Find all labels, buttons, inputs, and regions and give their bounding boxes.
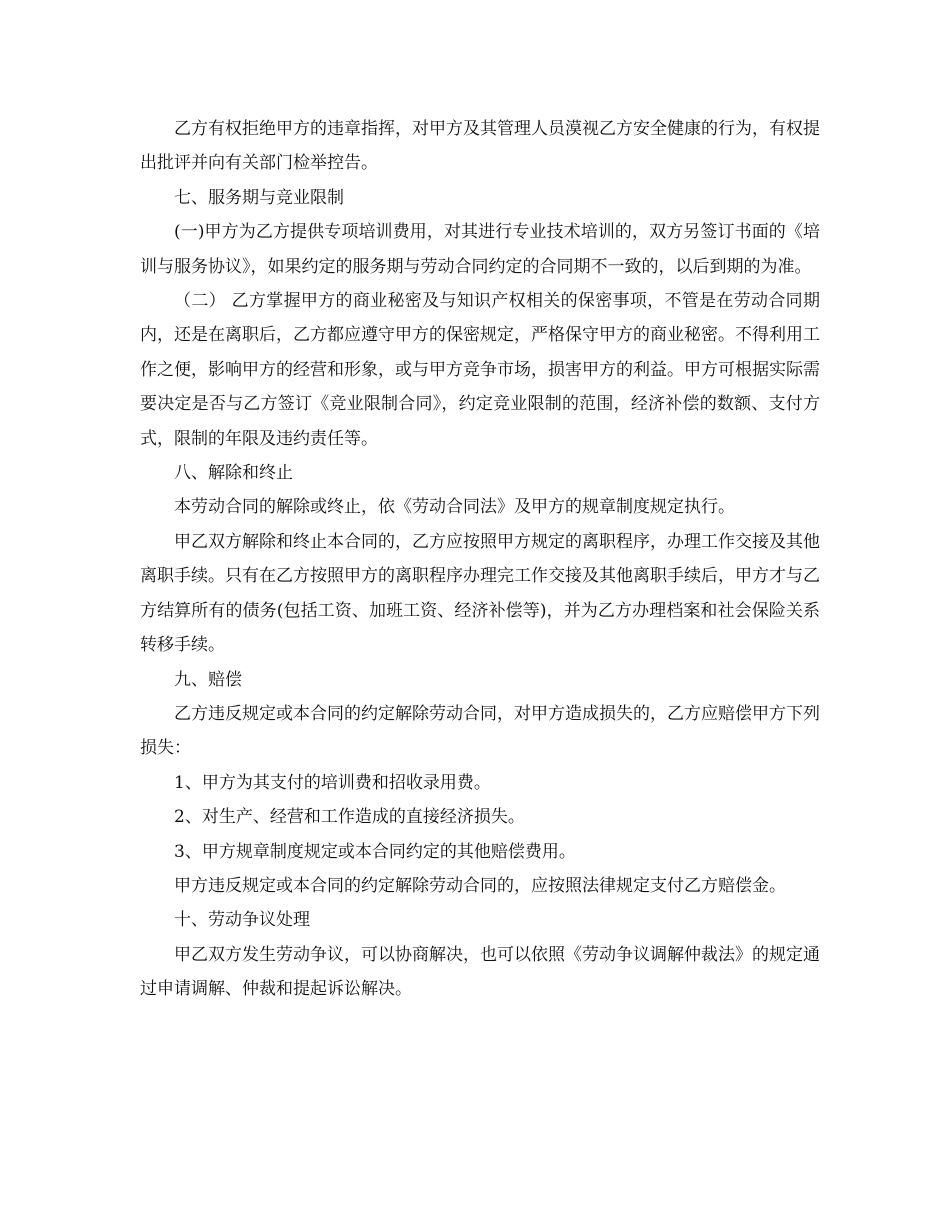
paragraph-right-to-refuse: 乙方有权拒绝甲方的违章指挥，对甲方及其管理人员漠视乙方安全健康的行为，有权提出批评并向有关部门检举控告。 (140, 119, 820, 174)
paragraph-dispute-resolution: 甲乙双方发生劳动争议，可以协商解决，也可以依照《劳动争议调解仲裁法》的规定通过申请调解、仲裁和提起诉讼解决。 (140, 944, 820, 1000)
paragraph-employer-liability: 甲方违反规定或本合同的约定解除劳动合同的，应按照法律规定支付乙方赔偿金。 (174, 875, 786, 896)
section-heading-termination: 八、解除和终止 (174, 463, 293, 484)
paragraph-termination-law: 本劳动合同的解除或终止，依《劳动合同法》及甲方的规章制度规定执行。 (174, 497, 735, 518)
paragraph-resignation-procedure: 甲乙双方解除和终止本合同的，乙方应按照甲方规定的离职程序，办理工作交接及其他离职手续。只有在乙方按照甲方的离职程序办理完工作交接及其他离职手续后，甲方才与乙方结算所有的债务(包括工资、加班工资、经济补偿等)，并为乙方办理档案和社会保险关系转移手续。 (140, 531, 820, 656)
section-heading-dispute: 十、劳动争议处理 (174, 910, 310, 931)
paragraph-employee-liability: 乙方违反规定或本合同的约定解除劳动合同，对甲方造成损失的，乙方应赔偿甲方下列损失： (140, 703, 820, 759)
document-body (140, 112, 820, 1007)
list-item-other-costs: 3、甲方规章制度规定或本合同约定的其他赔偿费用。 (174, 841, 576, 862)
section-heading-service-period: 七、服务期与竞业限制 (174, 187, 344, 208)
paragraph-training-agreement: (一)甲方为乙方提供专项培训费用，对其进行专业技术培训的，双方另签订书面的《培训与服务协议》，如果约定的服务期与劳动合同约定的合同期不一致的，以后到期的为准。 (140, 222, 820, 277)
paragraph-confidentiality: （二） 乙方掌握甲方的商业秘密及与知识产权相关的保密事项，不管是在劳动合同期内，还是在离职后，乙方都应遵守甲方的保密规定，严格保守甲方的商业秘密。不得利用工作之便，影响甲方的经营和形象，或与甲方竞争市场，损害甲方的利益。甲方可根据实际需要决定是否与乙方签订《竞业限制合同》，约定竞业限制的范围，经济补偿的数额、支付方式，限制的年限及违约责任等。 (140, 291, 820, 449)
list-item-direct-losses: 2、对生产、经营和工作造成的直接经济损失。 (174, 807, 525, 828)
list-item-training-fees: 1、甲方为其支付的培训费和招收录用费。 (174, 772, 491, 793)
section-heading-compensation: 九、赔偿 (174, 669, 242, 690)
